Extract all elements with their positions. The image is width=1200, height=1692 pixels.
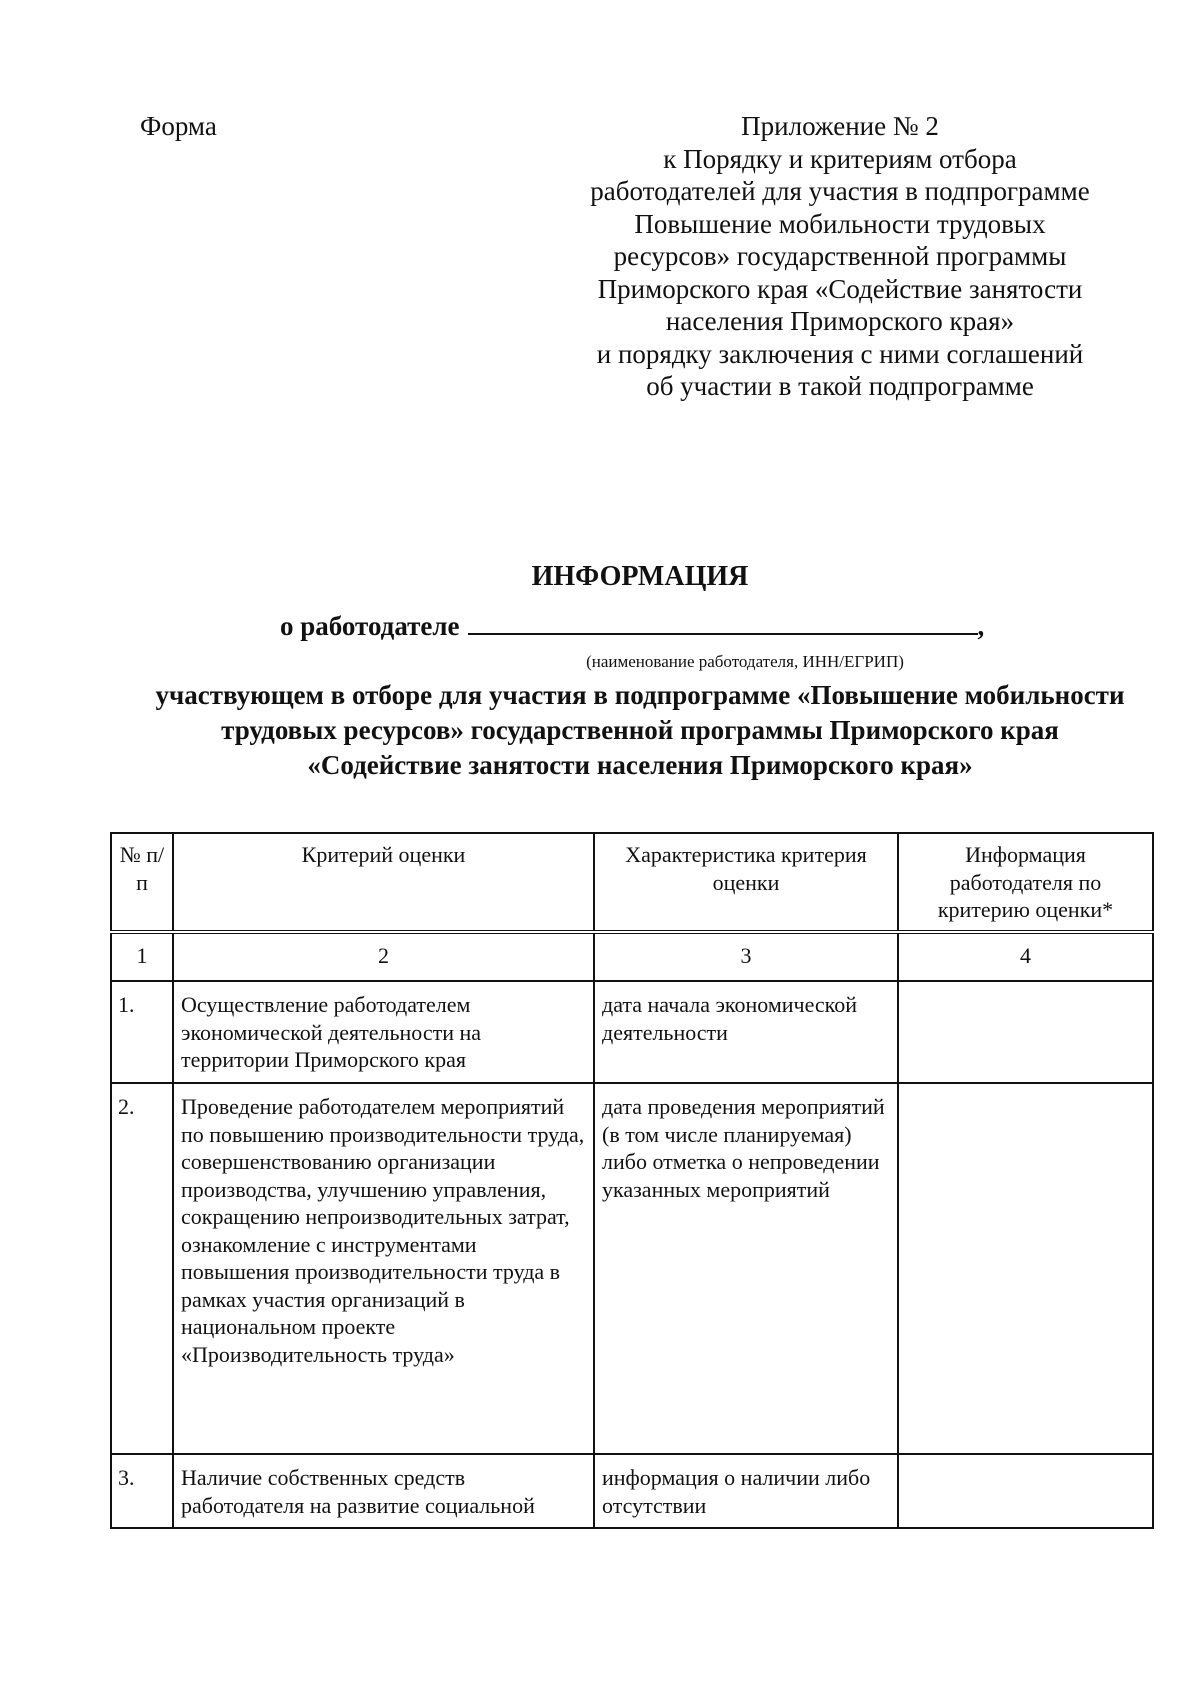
appendix-line: к Порядку и критериям отбора xyxy=(663,143,1017,174)
row-characteristic: дата проведения мероприятий (в том числе планируемая) либо отметка о непроведении указанных мероприятий xyxy=(594,1083,898,1454)
subtitle-line: участвующем в отборе для участия в подпрограмме «Повышение мобильности xyxy=(155,680,1125,710)
appendix-block xyxy=(560,110,1120,403)
header-number: № п/п xyxy=(111,833,173,932)
row-characteristic: дата начала экономической деятельности xyxy=(594,981,898,1083)
appendix-line: и порядку заключения с ними соглашений xyxy=(596,338,1084,369)
appendix-line: Приморского края «Содействие занятости xyxy=(597,273,1083,304)
subtitle-line: «Содействие занятости населения Приморского края» xyxy=(307,750,973,780)
row-criterion: Осуществление работодателем экономической деятельности на территории Приморского края xyxy=(173,981,594,1083)
table-header-row xyxy=(111,833,1153,932)
appendix-line: работодателей для участия в подпрограмме xyxy=(590,176,1090,206)
employer-prefix: о работодателе xyxy=(280,611,460,641)
appendix-line: ресурсов» государственной программы xyxy=(613,241,1067,271)
column-number: 1 xyxy=(111,932,173,981)
table-row xyxy=(111,981,1153,1083)
row-characteristic: информация о наличии либо отсутствии xyxy=(594,1454,898,1528)
table-row xyxy=(111,1454,1153,1528)
row-criterion: Проведение работодателем мероприятий по повышению производительности труда, совершенствованию организации производства, улучшению управления, сокращению непроизводительных затрат, ознакомление с инструментами повышения производительности труда в рамках участия организаций в национальном проекте «Производительность труда» xyxy=(173,1083,594,1454)
row-number: 2. xyxy=(111,1083,173,1454)
employer-hint: (наименование работодателя, ИНН/ЕГРИП) xyxy=(586,652,904,671)
criteria-table xyxy=(110,832,1154,1529)
appendix-line: Приложение № 2 xyxy=(741,111,939,141)
employer-suffix: , xyxy=(977,611,985,641)
header-characteristic: Характеристика критерия оценки xyxy=(594,833,898,932)
document-title: ИНФОРМАЦИЯ xyxy=(531,561,749,592)
column-numbers-row xyxy=(111,932,1153,981)
table-row xyxy=(111,1083,1153,1454)
employer-line xyxy=(280,610,984,642)
header-employer-info: Информация работодателя по критерию оценки* xyxy=(898,833,1153,932)
row-number: 3. xyxy=(111,1454,173,1528)
form-label: Форма xyxy=(140,111,217,141)
column-number: 3 xyxy=(594,932,898,981)
row-info-cell[interactable] xyxy=(898,1083,1153,1454)
row-info-cell[interactable] xyxy=(898,981,1153,1083)
employer-blank-field xyxy=(468,611,978,635)
subtitle-line: трудовых ресурсов» государственной программы Приморского края xyxy=(221,715,1059,745)
column-number: 4 xyxy=(898,932,1153,981)
column-number: 2 xyxy=(173,932,594,981)
appendix-line: Повышение мобильности трудовых xyxy=(634,208,1046,239)
row-criterion: Наличие собственных средств работодателя на развитие социальной xyxy=(173,1454,594,1528)
row-number: 1. xyxy=(111,981,173,1083)
header-criterion: Критерий оценки xyxy=(173,833,594,932)
row-info-cell[interactable] xyxy=(898,1454,1153,1528)
appendix-line: об участии в такой подпрограмме xyxy=(646,371,1034,401)
appendix-line: населения Приморского края» xyxy=(665,306,1015,336)
subtitle-block xyxy=(100,678,1180,783)
